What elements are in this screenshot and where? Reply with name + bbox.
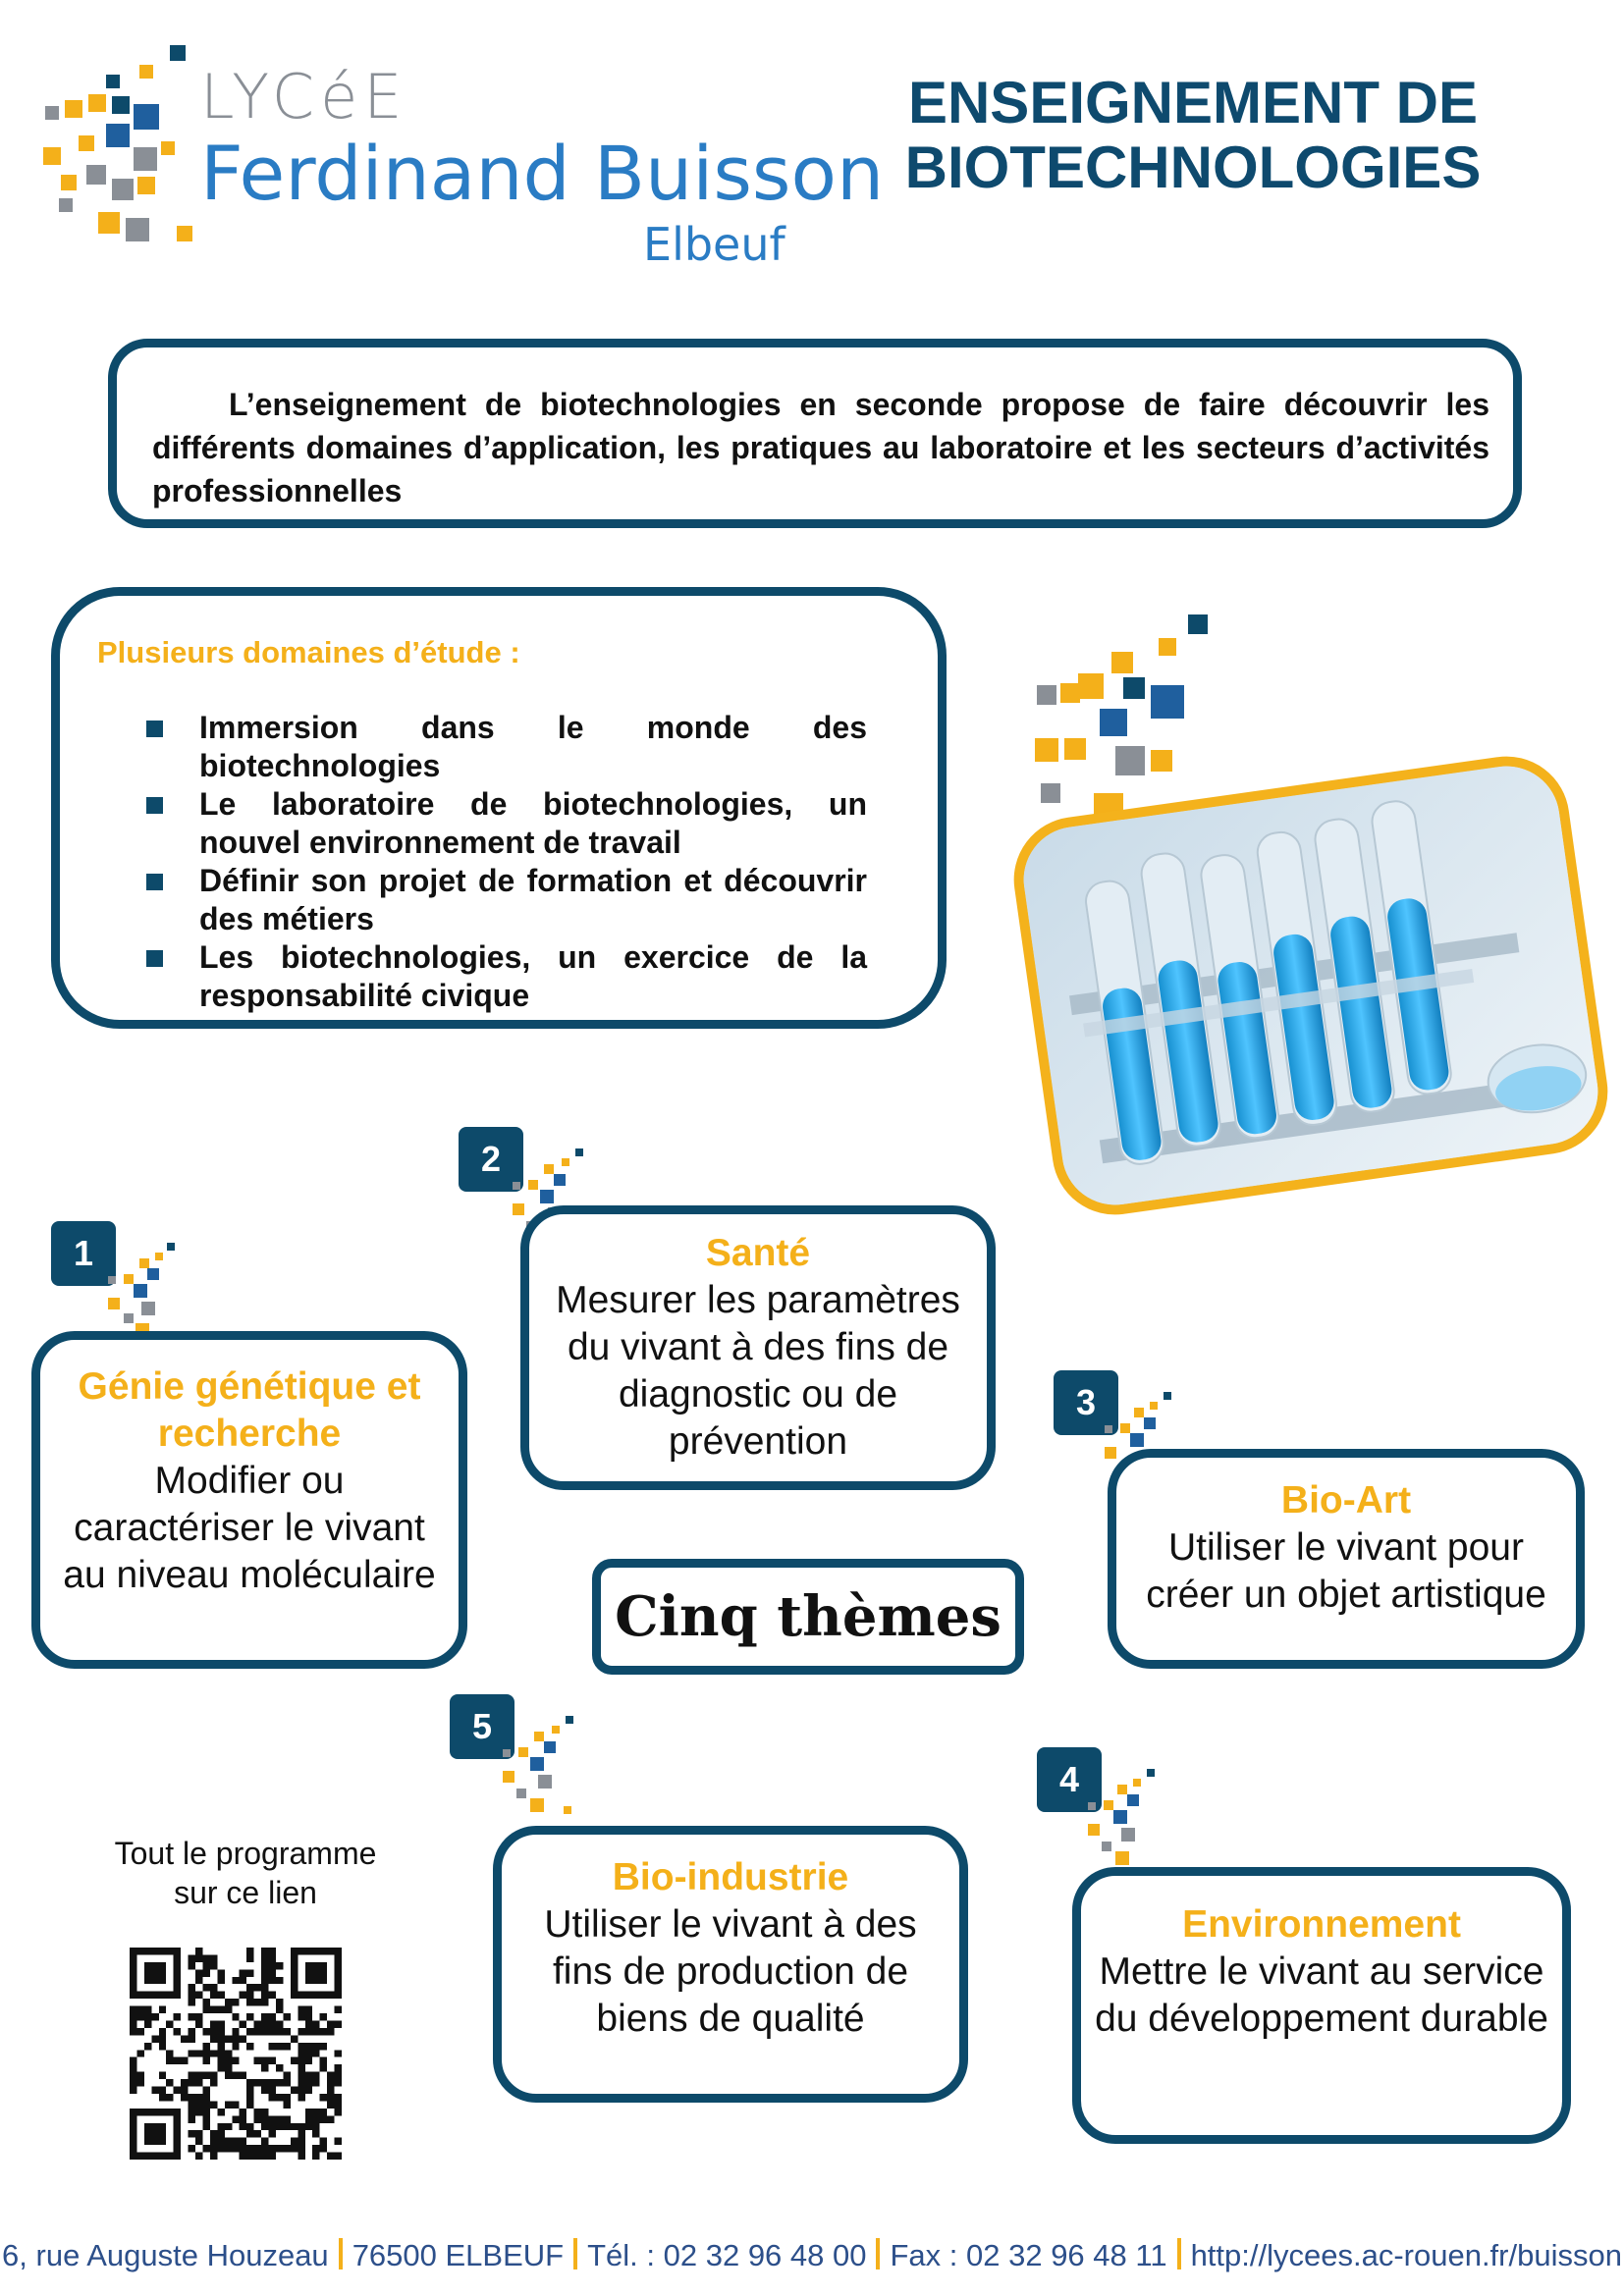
list-item: Les biotechnologies, un exercice de la responsabilité civique: [146, 938, 867, 1015]
square-bullet-icon: [146, 797, 163, 814]
theme-title: Environnement: [1182, 1903, 1461, 1946]
square-bullet-icon: [146, 874, 163, 890]
theme-box-2: [520, 1205, 996, 1490]
footer-address: 6, rue Auguste Houzeau: [2, 2238, 329, 2272]
list-item: Immersion dans le monde des biotechnologies: [146, 709, 867, 785]
center-label: Cinq thèmes: [615, 1584, 1001, 1649]
theme-box-5: [493, 1826, 968, 2103]
theme-description: Mettre le vivant au service du développement durable: [1095, 1950, 1548, 2040]
theme-box-4: [1072, 1867, 1571, 2144]
list-item: Le laboratoire de biotechnologies, un nouvel environnement de travail: [146, 785, 867, 862]
footer-separator: [1177, 2238, 1181, 2269]
test-tubes-illustration-icon: [1017, 758, 1616, 1222]
logo-squares-icon: [39, 39, 226, 265]
footer-contact: [0, 2238, 1624, 2273]
qr-code-icon: [130, 1948, 342, 2160]
footer-separator: [339, 2238, 343, 2269]
theme-title: Bio-industrie: [612, 1856, 849, 1898]
title-line-2: BIOTECHNOLOGIES: [904, 134, 1482, 200]
center-label-box: [592, 1559, 1024, 1675]
logo-school-name: Ferdinand Buisson: [200, 130, 885, 217]
theme-description: Utiliser le vivant à des fins de production de biens de qualité: [544, 1903, 917, 2040]
intro-text: L’enseignement de biotechnologies en seconde propose de faire découvrir les différents domaines d’application, les pratiques au laboratoire et les secteurs d’activités professionnelles: [152, 387, 1489, 508]
theme-title: Santé: [705, 1232, 811, 1274]
qr-caption: Tout le programme sur ce lien: [114, 1836, 377, 1910]
theme-number-badge-3: 3: [1054, 1370, 1118, 1435]
theme-box-1: [31, 1331, 467, 1669]
theme-title: Génie génétique et recherche: [78, 1365, 421, 1455]
footer-url[interactable]: http://lycees.ac-rouen.fr/buisson: [1190, 2238, 1622, 2272]
domains-title: Plusieurs domaines d’étude :: [97, 635, 520, 669]
theme-description: Modifier ou caractériser le vivant au niveau moléculaire: [63, 1460, 436, 1596]
theme-title: Bio-Art: [1280, 1479, 1412, 1522]
theme-number-badge-1: 1: [51, 1221, 116, 1286]
footer-fax: Fax : 02 32 96 48 11: [890, 2238, 1167, 2272]
footer-separator: [876, 2238, 880, 2269]
theme-description: Utiliser le vivant pour créer un objet artistique: [1146, 1526, 1546, 1616]
theme-number-badge-4: 4: [1037, 1747, 1102, 1812]
theme-description: Mesurer les paramètres du vivant à des fins de diagnostic ou de prévention: [556, 1279, 960, 1463]
theme-number-badge-5: 5: [450, 1694, 514, 1759]
title-line-1: ENSEIGNEMENT DE: [907, 70, 1479, 135]
decorative-squares-icon: [491, 1712, 579, 1820]
domains-list: [146, 709, 867, 1015]
qr-code[interactable]: [130, 1948, 342, 2160]
page-title: [854, 71, 1532, 200]
theme-number-badge-2: 2: [459, 1127, 523, 1192]
logo-city: Elbeuf: [643, 218, 785, 271]
domains-box: [51, 587, 947, 1029]
intro-box: [108, 339, 1522, 528]
square-bullet-icon: [146, 950, 163, 967]
square-bullet-icon: [146, 721, 163, 737]
theme-box-3: [1108, 1449, 1585, 1669]
logo-lycee-text: LYCéE: [200, 61, 408, 133]
lab-test-tubes-image: [1005, 748, 1615, 1222]
footer-tel: Tél. : 02 32 96 48 00: [587, 2238, 867, 2272]
list-item: Définir son projet de formation et découvrir des métiers: [146, 862, 867, 938]
footer-separator: [573, 2238, 577, 2269]
decorative-squares-icon: [1078, 1765, 1157, 1873]
footer-city: 76500 ELBEUF: [352, 2238, 565, 2272]
